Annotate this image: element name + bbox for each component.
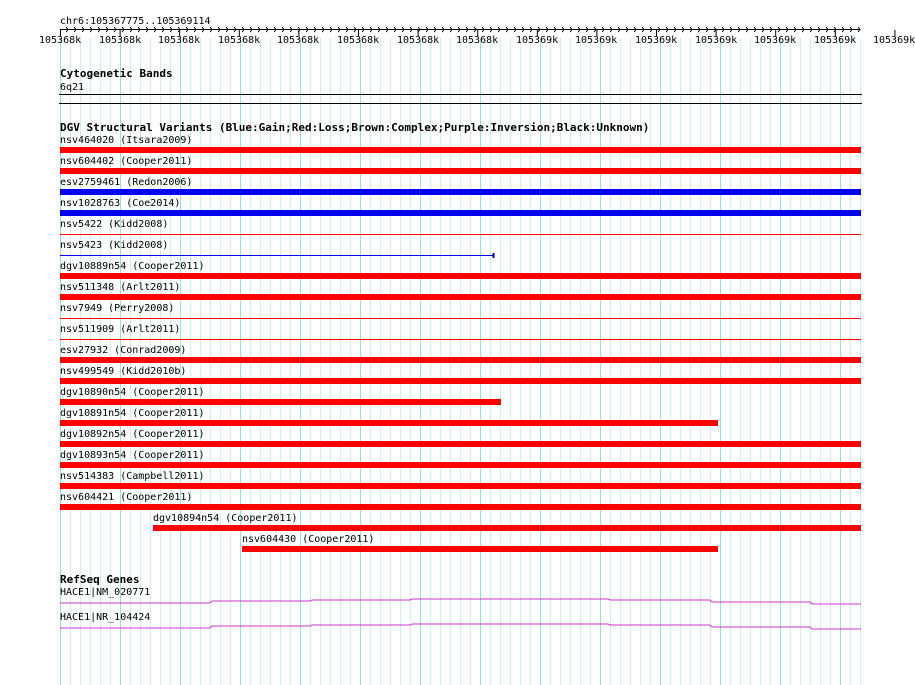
variant-label[interactable]: dgv10894n54 (Cooper2011) — [153, 513, 298, 524]
gene-label[interactable]: HACE1|NM_020771 — [60, 587, 151, 598]
variant-label[interactable]: esv2759461 (Redon2006) — [60, 177, 193, 188]
ruler-tick-label: 105369k — [754, 35, 797, 46]
variant-bar[interactable] — [242, 546, 718, 552]
variant-bar[interactable] — [60, 357, 861, 363]
ruler-tick-label: 105369k — [695, 35, 738, 46]
variant-label[interactable]: nsv604402 (Cooper2011) — [60, 156, 193, 167]
variant-bar[interactable] — [60, 273, 861, 279]
gene-line[interactable] — [60, 624, 861, 629]
variant-label[interactable]: nsv5422 (Kidd2008) — [60, 219, 169, 230]
gene-label[interactable]: HACE1|NR_104424 — [60, 612, 151, 623]
variant-bar[interactable] — [60, 504, 861, 510]
dgv-title: DGV Structural Variants (Blue:Gain;Red:Loss;Brown:Complex;Purple:Inversion;Black:Unknown) — [60, 121, 650, 134]
variant-bar[interactable] — [60, 294, 861, 300]
ruler-tick-label: 105369k — [814, 35, 857, 46]
variant-label[interactable]: dgv10893n54 (Cooper2011) — [60, 450, 205, 461]
variant-bar[interactable] — [60, 420, 718, 426]
variant-bar[interactable] — [60, 168, 861, 174]
ruler-tick-label: 105368k — [99, 35, 142, 46]
ruler-tick-label: 105368k — [277, 35, 320, 46]
variant-label[interactable]: nsv514383 (Campbell2011) — [60, 471, 205, 482]
variant-label[interactable]: nsv7949 (Perry2008) — [60, 303, 175, 314]
variant-bar[interactable] — [60, 399, 501, 405]
cytoband-label: 6q21 — [60, 82, 85, 93]
ruler-tick-label: 105368k — [218, 35, 261, 46]
ruler-tick-label: 105369k — [873, 35, 915, 46]
variant-bar[interactable] — [60, 441, 861, 447]
variant-label[interactable]: nsv5423 (Kidd2008) — [60, 240, 169, 251]
variant-bar[interactable] — [60, 378, 861, 384]
variant-label[interactable]: dgv10889n54 (Cooper2011) — [60, 261, 205, 272]
refseq-title: RefSeq Genes — [60, 573, 140, 586]
variant-label[interactable]: nsv511909 (Arlt2011) — [60, 324, 181, 335]
variant-bar[interactable] — [60, 462, 861, 468]
ruler-tick-label: 105368k — [158, 35, 201, 46]
variant-label[interactable]: nsv499549 (Kidd2010b) — [60, 366, 187, 377]
variant-label[interactable]: dgv10891n54 (Cooper2011) — [60, 408, 205, 419]
variant-label[interactable]: nsv604421 (Cooper2011) — [60, 492, 193, 503]
variant-bar[interactable] — [60, 189, 861, 195]
variant-label[interactable]: esv27932 (Conrad2009) — [60, 345, 187, 356]
variant-label[interactable]: nsv511348 (Arlt2011) — [60, 282, 181, 293]
ruler-location: chr6:105367775..105369114 — [60, 16, 211, 27]
cytoband-title: Cytogenetic Bands — [60, 67, 173, 80]
variant-bar[interactable] — [60, 210, 861, 216]
ruler-tick-label: 105368k — [397, 35, 440, 46]
gene-line[interactable] — [60, 599, 861, 604]
ruler-tick-label: 105369k — [516, 35, 559, 46]
variant-label[interactable]: dgv10890n54 (Cooper2011) — [60, 387, 205, 398]
ruler-tick-label: 105368k — [456, 35, 499, 46]
ruler-tick-label: 105368k — [337, 35, 380, 46]
variant-label[interactable]: nsv1028763 (Coe2014) — [60, 198, 181, 209]
variant-bar[interactable] — [153, 525, 861, 531]
variant-label[interactable]: nsv604430 (Cooper2011) — [242, 534, 375, 545]
variant-label[interactable]: dgv10892n54 (Cooper2011) — [60, 429, 205, 440]
variant-label[interactable]: nsv464020 (Itsara2009) — [60, 135, 193, 146]
ruler-tick-label: 105369k — [635, 35, 678, 46]
variant-bar[interactable] — [60, 147, 861, 153]
variant-bar[interactable] — [60, 483, 861, 489]
ruler-tick-label: 105369k — [575, 35, 618, 46]
ruler-tick-label: 105368k — [39, 35, 82, 46]
